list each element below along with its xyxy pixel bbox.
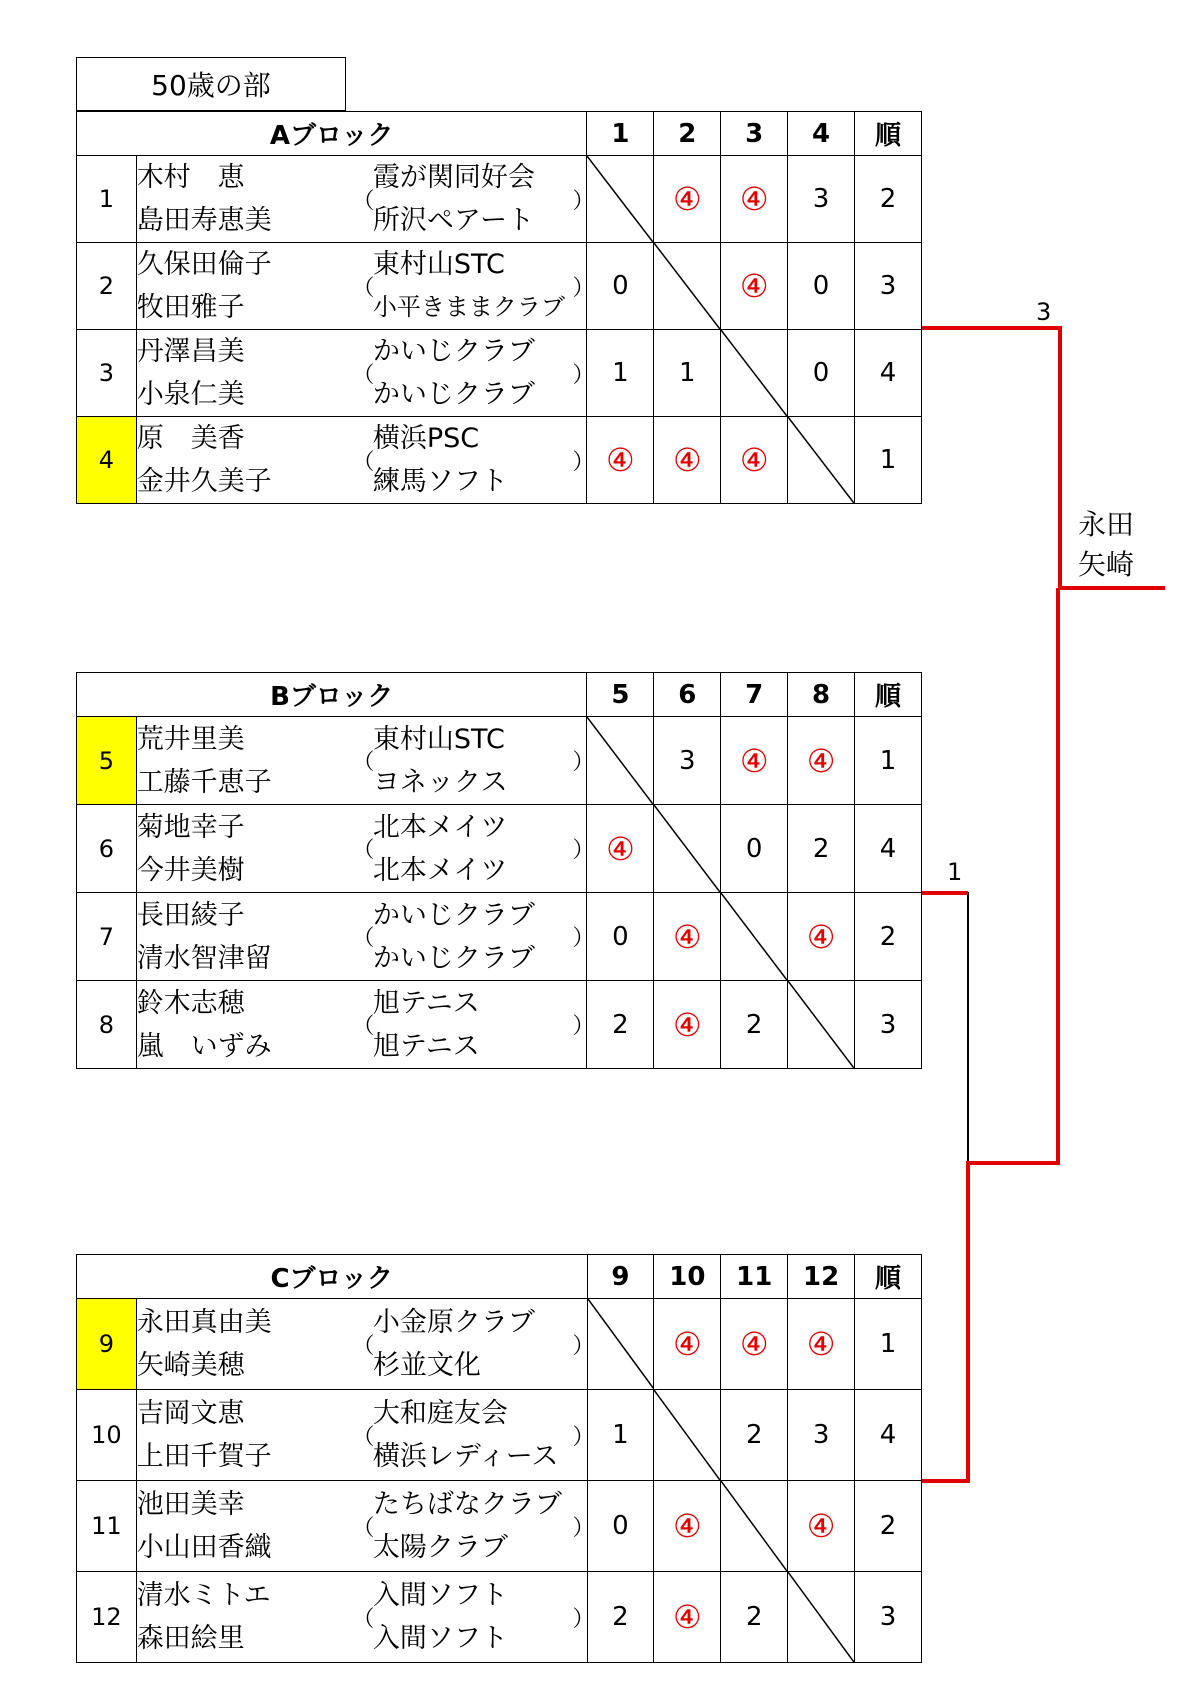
rank-header: 順	[855, 673, 922, 717]
player-name: 原 美香	[136, 423, 245, 454]
paren-close: ）	[573, 981, 587, 1069]
score-cell: 3	[654, 717, 721, 805]
player-name: 小山田香織	[136, 1532, 272, 1563]
rank-cell: 2	[855, 1481, 922, 1572]
score-cell: ④	[788, 717, 855, 805]
player-name: 久保田倫子	[136, 249, 272, 280]
paren-open: （	[352, 417, 373, 504]
player-name: 長田綾子	[136, 899, 245, 931]
column-header: 2	[654, 112, 721, 156]
column-header: 1	[587, 112, 654, 156]
club-name: 横浜レディース	[372, 1441, 559, 1472]
column-header: 10	[654, 1255, 721, 1299]
score-cell: ④	[654, 1299, 721, 1390]
score-cell: ④	[654, 1481, 721, 1572]
club-name: 杉並文化	[372, 1350, 481, 1381]
paren-close: ）	[573, 243, 587, 330]
bracket-line-c	[922, 588, 1058, 1481]
entry-number: 12	[77, 1572, 137, 1663]
rank-header: 順	[855, 112, 922, 156]
score-cell: 1	[654, 330, 721, 417]
club-name: 所沢ペアート	[372, 205, 535, 236]
paren-open: （	[352, 1390, 373, 1481]
score-cell: 0	[587, 893, 654, 981]
score-cell: 1	[587, 330, 654, 417]
entry-number: 3	[77, 330, 137, 417]
score-cell: ④	[721, 1299, 788, 1390]
entry-number: 11	[77, 1481, 137, 1572]
player-name: 吉岡文恵	[136, 1398, 245, 1429]
score-cell: 1	[587, 1390, 654, 1481]
paren-close: ）	[573, 805, 587, 893]
player-name: 島田寿恵美	[136, 205, 272, 236]
player-name: 小泉仁美	[136, 379, 245, 410]
rank-cell: 4	[855, 330, 922, 417]
score-cell: ④	[654, 417, 721, 504]
player-name: 牧田雅子	[136, 292, 245, 323]
player-name: 矢崎美穂	[136, 1350, 245, 1381]
paren-open: （	[352, 805, 373, 893]
score-cell: ④	[587, 417, 654, 504]
paren-open: （	[352, 1481, 373, 1572]
score-cell: 2	[721, 981, 788, 1069]
entry-number: 4	[77, 417, 137, 504]
entry-number: 9	[77, 1299, 137, 1390]
final-name-2: 矢崎	[1078, 548, 1135, 581]
score-cell: 3	[788, 1390, 855, 1481]
column-header: 9	[587, 1255, 654, 1299]
paren-close: ）	[573, 417, 587, 504]
paren-close: ）	[573, 1390, 587, 1481]
paren-close: ）	[573, 1299, 587, 1390]
club-name: ヨネックス	[372, 766, 508, 798]
score-cell: 2	[721, 1572, 788, 1663]
score-cell: ④	[654, 1572, 721, 1663]
entry-number: 8	[77, 981, 137, 1069]
paren-open: （	[352, 243, 373, 330]
paren-open: （	[352, 1299, 373, 1390]
block-title: Aブロック	[77, 112, 587, 156]
score-cell: 3	[788, 156, 855, 243]
club-name: 入間ソフト	[372, 1623, 508, 1654]
score-cell: ④	[721, 156, 788, 243]
score-cell: 2	[587, 981, 654, 1069]
club-name: 小金原クラブ	[372, 1307, 535, 1338]
entry-number: 7	[77, 893, 137, 981]
score-cell: ④	[721, 243, 788, 330]
player-name: 木村 恵	[136, 162, 245, 193]
club-name: 東村山STC	[372, 249, 505, 280]
rank-cell: 3	[855, 1572, 922, 1663]
rank-cell: 2	[855, 156, 922, 243]
club-name: 旭テニス	[372, 1030, 480, 1062]
rank-cell: 1	[855, 1299, 922, 1390]
paren-close: ）	[573, 1572, 587, 1663]
score-cell: 2	[788, 805, 855, 893]
score-cell: ④	[788, 1481, 855, 1572]
paren-open: （	[352, 1572, 373, 1663]
club-name: 東村山STC	[372, 723, 505, 755]
paren-close: ）	[573, 1481, 587, 1572]
club-name: かいじクラブ	[372, 942, 535, 974]
score-cell: 2	[587, 1572, 654, 1663]
entry-number: 2	[77, 243, 137, 330]
column-header: 12	[788, 1255, 855, 1299]
club-name: かいじクラブ	[372, 336, 535, 367]
score-cell: 0	[788, 243, 855, 330]
rank-cell: 3	[855, 981, 922, 1069]
club-name: 大和庭友会	[372, 1398, 508, 1429]
player-name: 金井久美子	[136, 466, 272, 497]
rank-cell: 3	[855, 243, 922, 330]
score-cell: 0	[788, 330, 855, 417]
score-cell: ④	[788, 1299, 855, 1390]
paren-open: （	[352, 981, 373, 1069]
column-header: 8	[788, 673, 855, 717]
player-name: 清水ミトエ	[136, 1580, 271, 1611]
player-name: 菊地幸子	[136, 811, 245, 843]
club-name: かいじクラブ	[372, 899, 535, 931]
entry-number: 5	[77, 717, 137, 805]
rank-cell: 2	[855, 893, 922, 981]
club-name: かいじクラブ	[372, 379, 535, 410]
rank-cell: 1	[855, 417, 922, 504]
paren-close: ）	[573, 156, 587, 243]
column-header: 11	[721, 1255, 788, 1299]
paren-close: ）	[573, 893, 587, 981]
score-cell: ④	[654, 156, 721, 243]
player-name: 今井美樹	[136, 854, 245, 886]
block-title: Cブロック	[77, 1255, 588, 1299]
club-name: 入間ソフト	[372, 1580, 508, 1611]
final-names	[1078, 505, 1134, 585]
entry-number: 10	[77, 1390, 137, 1481]
column-header: 4	[788, 112, 855, 156]
column-header: 3	[721, 112, 788, 156]
player-name: 鈴木志穂	[136, 987, 245, 1019]
club-name: 横浜PSC	[372, 423, 480, 454]
score-cell: 2	[721, 1390, 788, 1481]
rank-cell: 4	[855, 1390, 922, 1481]
entry-number: 6	[77, 805, 137, 893]
score-cell: ④	[721, 717, 788, 805]
player-name: 池田美幸	[136, 1489, 245, 1520]
final-name-1: 永田	[1078, 508, 1135, 541]
club-name: 北本メイツ	[372, 811, 508, 843]
player-name: 永田真由美	[136, 1307, 272, 1338]
paren-open: （	[352, 893, 373, 981]
column-header: 6	[654, 673, 721, 717]
club-name: 太陽クラブ	[372, 1532, 508, 1563]
rank-header: 順	[855, 1255, 922, 1299]
score-cell: ④	[788, 893, 855, 981]
club-name: 小平きままクラブ	[372, 293, 565, 321]
club-name: 練馬ソフト	[372, 466, 508, 497]
entry-number: 1	[77, 156, 137, 243]
player-name: 荒井里美	[136, 723, 245, 755]
paren-close: ）	[573, 717, 587, 805]
rank-cell: 4	[855, 805, 922, 893]
column-header: 7	[721, 673, 788, 717]
column-header: 5	[587, 673, 654, 717]
club-name: たちばなクラブ	[372, 1489, 562, 1520]
player-name: 清水智津留	[136, 942, 272, 974]
block-title: Bブロック	[77, 673, 587, 717]
paren-open: （	[352, 156, 373, 243]
score-cell: 0	[587, 1481, 654, 1572]
player-name: 丹澤昌美	[136, 336, 245, 367]
bracket-line-b	[922, 893, 968, 1163]
division-title: 50歳の部	[76, 57, 346, 111]
score-cell: ④	[654, 893, 721, 981]
score-cell: 0	[587, 243, 654, 330]
player-name: 森田絵里	[136, 1623, 245, 1654]
rank-cell: 1	[855, 717, 922, 805]
club-name: 霞が関同好会	[372, 162, 535, 193]
player-name: 上田千賀子	[136, 1441, 272, 1472]
score-cell: 0	[721, 805, 788, 893]
score-cell: ④	[721, 417, 788, 504]
bracket-score-top: 3	[1036, 298, 1052, 326]
club-name: 北本メイツ	[372, 854, 508, 886]
player-name: 工藤千恵子	[136, 766, 272, 798]
paren-open: （	[352, 717, 373, 805]
player-name: 嵐 いずみ	[136, 1030, 272, 1062]
bracket-score-mid: 1	[947, 858, 963, 886]
club-name: 旭テニス	[372, 987, 480, 1019]
score-cell: ④	[654, 981, 721, 1069]
score-cell: ④	[587, 805, 654, 893]
paren-close: ）	[573, 330, 587, 417]
paren-open: （	[352, 330, 373, 417]
